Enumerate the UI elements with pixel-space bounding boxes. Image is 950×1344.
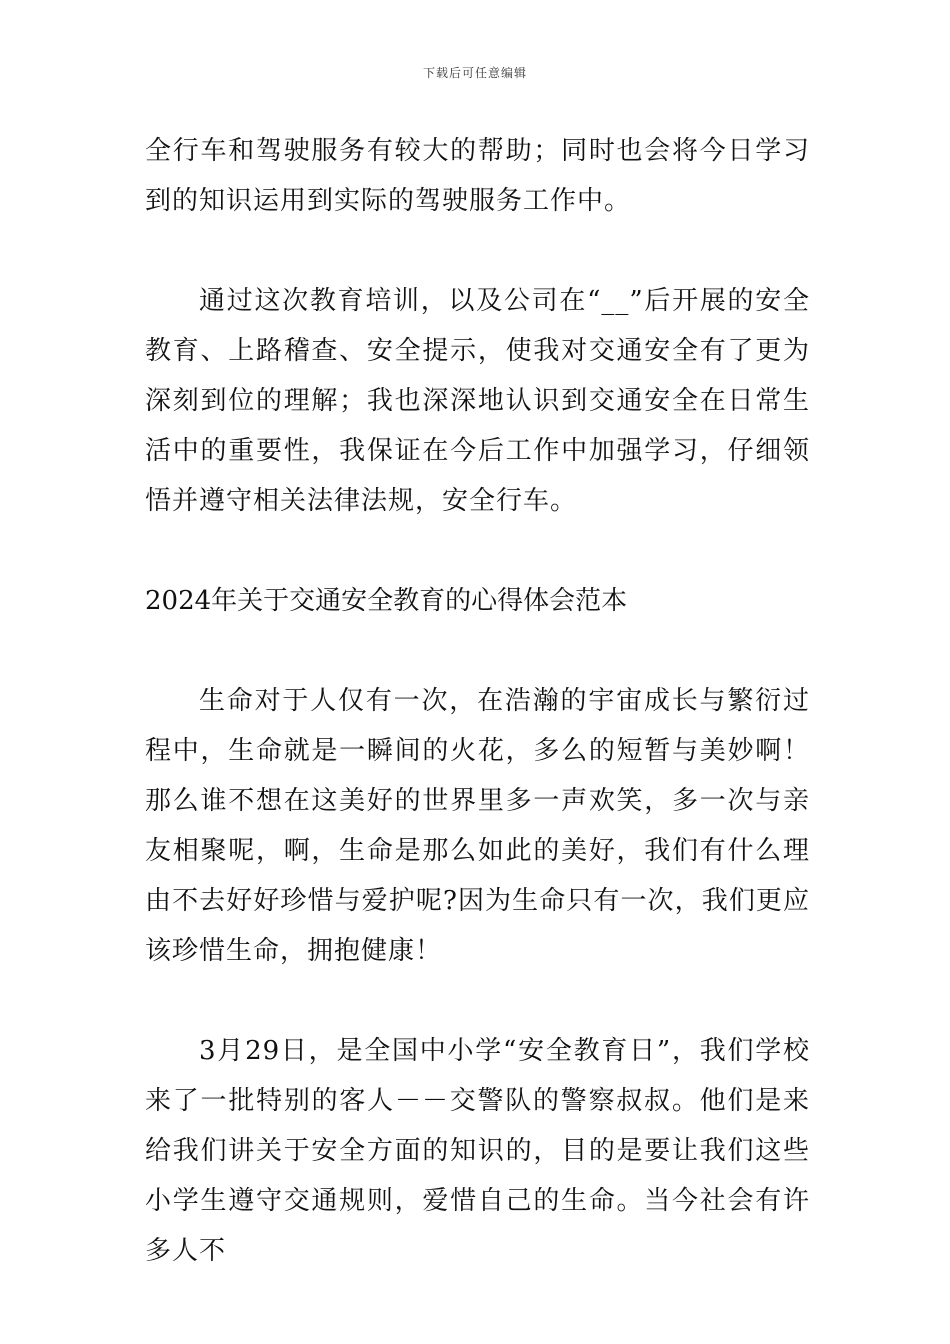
section-heading: 2024年关于交通安全教育的心得体会范本: [145, 586, 628, 616]
paragraph-continued: 全行车和驾驶服务有较大的帮助；同时也会将今日学习到的知识运用到实际的驾驶服务工作中。: [145, 136, 810, 216]
page-header-note: 下载后可任意编辑: [422, 66, 527, 80]
paragraph-safety-day: 3月29日，是全国中小学“安全教育日”，我们学校来了一批特别的客人－－交警队的警察叔叔。他们是来给我们讲关于安全方面的知识的，目的是要让我们这些小学生遵守交通规则，爱惜自己的生命。当今社会有许多人不: [145, 1036, 810, 1266]
paragraph-life: 生命对于人仅有一次，在浩瀚的宇宙成长与繁衍过程中，生命就是一瞬间的火花，多么的短暂与美妙啊！那么谁不想在这美好的世界里多一声欢笑，多一次与亲友相聚呢，啊，生命是那么如此的美好，我们有什么理由不去好好珍惜与爱护呢?因为生命只有一次，我们更应该珍惜生命，拥抱健康！: [145, 686, 810, 966]
document-body: [145, 126, 810, 1276]
paragraph-training: 通过这次教育培训，以及公司在“__”后开展的安全教育、上路稽查、安全提示，使我对交通安全有了更为深刻到位的理解；我也深深地认识到交通安全在日常生活中的重要性，我保证在今后工作中加强学习，仔细领悟并遵守相关法律法规，安全行车。: [145, 286, 810, 516]
